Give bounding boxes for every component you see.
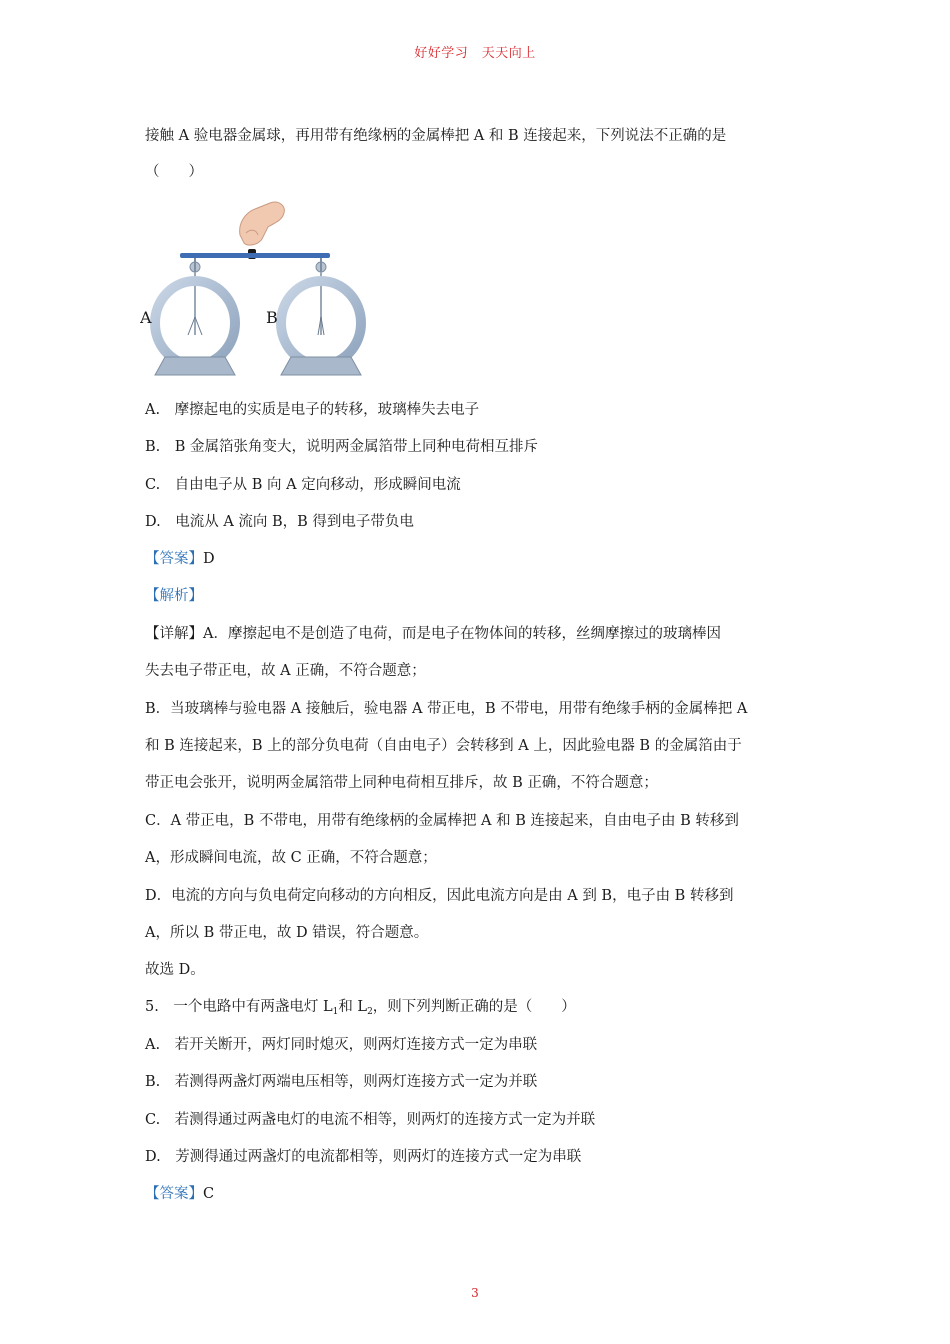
q5-option-a: A. 若开关断开，两灯同时熄灭，则两灯连接方式一定为串联 — [145, 1037, 538, 1053]
electroscope-a — [155, 258, 235, 375]
detail-tag: 【详解】 — [145, 626, 203, 642]
answer-tag: 【答案】 — [145, 1186, 203, 1202]
q5-answer — [145, 1182, 214, 1203]
q5-option-b: B. 若测得两盏灯两端电压相等，则两灯连接方式一定为并联 — [145, 1074, 538, 1090]
q4-detail-line: C．A 带正电，B 不带电，用带有绝缘柄的金属棒把 A 和 B 连接起来，自由电子由 B 转移到 — [145, 813, 739, 829]
q4-option-b: B. B 金属箔张角变大，说明两金属箔带上同种电荷相互排斥 — [145, 439, 539, 455]
label-a: A — [140, 308, 152, 327]
q4-detail-line: D．电流的方向与负电荷定向移动的方向相反，因此电流方向是由 A 到 B，电子由 B 转移到 — [145, 888, 734, 904]
q4-detail-line: 和 B 连接起来，B 上的部分负电荷（自由电子）会转移到 A 上，因此验电器 B 的金属箔由于 — [145, 738, 742, 754]
q4-detail-line: 【详解】A．摩擦起电不是创造了电荷，而是电子在物体间的转移，丝绸摩擦过的玻璃棒因 — [145, 626, 721, 642]
q4-detail-line: A，形成瞬间电流，故 C 正确，不符合题意； — [145, 850, 437, 866]
q5-stem: 5. 一个电路中有两盏电灯 $L_1$和 $L_2$，则下列判断正确的是（ ） — [145, 999, 576, 1017]
electroscope-figure — [140, 195, 370, 384]
q4-detail-line: A，所以 B 带正电，故 D 错误，符合题意。 — [145, 925, 429, 941]
hand-icon — [240, 202, 285, 259]
q4-stem-line-2: （ ） — [145, 164, 203, 180]
answer-value: D — [203, 551, 215, 567]
metal-rod — [180, 253, 330, 258]
q4-detail-line: B．当玻璃棒与验电器 A 接触后，验电器 A 带正电，B 不带电，用带有绝缘手柄的金属棒把 A — [145, 701, 748, 717]
page-header: 好好学习 天天向上 — [414, 46, 536, 61]
q4-option-d: D. 电流从 A 流向 B，B 得到电子带负电 — [145, 514, 414, 530]
q4-stem-line-1: 接触 A 验电器金属球，再用带有绝缘柄的金属棒把 A 和 B 连接起来，下列说法不正确的是 — [145, 128, 727, 144]
q5-option-c: C. 若测得通过两盏电灯的电流不相等，则两灯的连接方式一定为并联 — [145, 1112, 596, 1128]
q4-answer — [145, 547, 215, 568]
q4-analysis-tag: 【解析】 — [145, 588, 203, 604]
label-b: B — [266, 308, 278, 327]
q4-option-c: C. 自由电子从 B 向 A 定向移动，形成瞬间电流 — [145, 477, 461, 493]
q5-option-d: D. 芳测得通过两盏灯的电流都相等，则两灯的连接方式一定为串联 — [145, 1149, 582, 1165]
q4-detail-line: 带正电会张开，说明两金属箔带上同种电荷相互排斥，故 B 正确，不符合题意； — [145, 775, 658, 791]
answer-tag: 【答案】 — [145, 551, 203, 567]
q4-option-a: A. 摩擦起电的实质是电子的转移，玻璃棒失去电子 — [145, 402, 480, 418]
q4-detail-line: 失去电子带正电，故 A 正确，不符合题意； — [145, 663, 426, 679]
electroscope-diagram — [140, 195, 370, 380]
answer-value: C — [203, 1186, 215, 1202]
page-number: 3 — [471, 1286, 479, 1300]
q4-detail-line: 故选 D。 — [145, 962, 205, 978]
electroscope-b — [281, 258, 361, 375]
